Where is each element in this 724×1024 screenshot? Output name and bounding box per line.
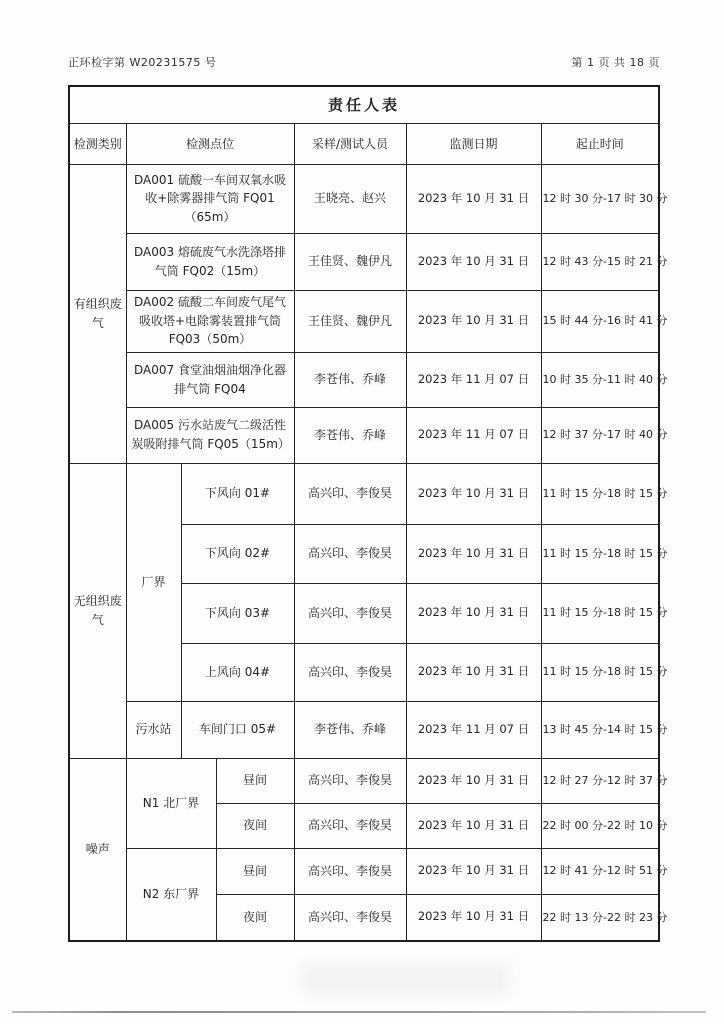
table-title-row: [69, 86, 659, 123]
time-cell: 11 时 15 分-18 时 15 分: [541, 463, 659, 524]
period-cell: 夜间: [216, 803, 294, 848]
point-cell: 上风向 04#: [181, 643, 294, 701]
scan-page-edge: [12, 1011, 706, 1013]
col-header-staff: 采样/测试人员: [294, 123, 406, 164]
staff-cell: 李苍伟、乔峰: [294, 407, 406, 463]
point-cell: DA003 熔硫废气水洗涤塔排气筒 FQ02（15m）: [126, 233, 294, 290]
category-cell: 无组织废气: [69, 463, 126, 758]
category-cell: 有组织废气: [69, 164, 126, 463]
table-row: [69, 758, 659, 803]
group-cell: N1 北厂界: [126, 758, 216, 848]
document-number: 正环检字第 W20231575 号: [68, 56, 217, 69]
page-indicator: 第 1 页 共 18 页: [571, 56, 660, 69]
group-cell: N2 东厂界: [126, 848, 216, 941]
date-cell: 2023 年 10 月 31 日: [406, 524, 541, 583]
time-cell: 12 时 43 分-15 时 21 分: [541, 233, 659, 290]
date-cell: 2023 年 11 月 07 日: [406, 407, 541, 463]
staff-cell: 李苍伟、乔峰: [294, 352, 406, 407]
scan-smudge-artifact: [300, 962, 510, 996]
staff-cell: 高兴印、李俊昊: [294, 583, 406, 643]
date-cell: 2023 年 10 月 31 日: [406, 894, 541, 941]
staff-cell: 高兴印、李俊昊: [294, 803, 406, 848]
staff-cell: 王佳贤、魏伊凡: [294, 290, 406, 352]
time-cell: 15 时 44 分-16 时 41 分: [541, 290, 659, 352]
col-header-category: 检测类别: [69, 123, 126, 164]
date-cell: 2023 年 10 月 31 日: [406, 233, 541, 290]
point-cell: DA002 硫酸二车间废气尾气吸收塔+电除雾装置排气筒 FQ03（50m）: [126, 290, 294, 352]
point-cell: DA001 硫酸一车间双氧水吸收+除雾器排气筒 FQ01（65m）: [126, 164, 294, 233]
date-cell: 2023 年 10 月 31 日: [406, 803, 541, 848]
point-cell: 下风向 03#: [181, 583, 294, 643]
period-cell: 夜间: [216, 894, 294, 941]
col-header-time: 起止时间: [541, 123, 659, 164]
time-cell: 12 时 37 分-17 时 40 分: [541, 407, 659, 463]
table-row: [69, 233, 659, 290]
staff-cell: 高兴印、李俊昊: [294, 758, 406, 803]
table-row: [69, 701, 659, 758]
time-cell: 11 时 15 分-18 时 15 分: [541, 524, 659, 583]
time-cell: 12 时 41 分-12 时 51 分: [541, 848, 659, 894]
time-cell: 13 时 45 分-14 时 15 分: [541, 701, 659, 758]
staff-cell: 高兴印、李俊昊: [294, 848, 406, 894]
staff-cell: 高兴印、李俊昊: [294, 524, 406, 583]
table-row: [69, 407, 659, 463]
responsibility-table: [68, 85, 668, 942]
point-cell: 下风向 02#: [181, 524, 294, 583]
category-cell: 噪声: [69, 758, 126, 941]
staff-cell: 高兴印、李俊昊: [294, 643, 406, 701]
date-cell: 2023 年 10 月 31 日: [406, 848, 541, 894]
staff-cell: 高兴印、李俊昊: [294, 894, 406, 941]
staff-cell: 王佳贤、魏伊凡: [294, 233, 406, 290]
table-row: [69, 290, 659, 352]
time-cell: 11 时 15 分-18 时 15 分: [541, 643, 659, 701]
table-row: [69, 352, 659, 407]
table-title: 责任人表: [69, 86, 659, 123]
date-cell: 2023 年 10 月 31 日: [406, 583, 541, 643]
date-cell: 2023 年 11 月 07 日: [406, 701, 541, 758]
table-row: [69, 164, 659, 233]
table-header-row: [69, 123, 659, 164]
date-cell: 2023 年 11 月 07 日: [406, 352, 541, 407]
date-cell: 2023 年 10 月 31 日: [406, 290, 541, 352]
date-cell: 2023 年 10 月 31 日: [406, 164, 541, 233]
point-cell: 下风向 01#: [181, 463, 294, 524]
table-row: [69, 848, 659, 894]
date-cell: 2023 年 10 月 31 日: [406, 643, 541, 701]
time-cell: 12 时 30 分-17 时 30 分: [541, 164, 659, 233]
point-cell: DA005 污水站废气二级活性炭吸附排气筒 FQ05（15m）: [126, 407, 294, 463]
time-cell: 12 时 27 分-12 时 37 分: [541, 758, 659, 803]
col-header-date: 监测日期: [406, 123, 541, 164]
period-cell: 昼间: [216, 758, 294, 803]
table-row: [69, 463, 659, 524]
group-cell: 污水站: [126, 701, 181, 758]
date-cell: 2023 年 10 月 31 日: [406, 758, 541, 803]
time-cell: 10 时 35 分-11 时 40 分: [541, 352, 659, 407]
group-cell: 厂界: [126, 463, 181, 701]
staff-cell: 李苍伟、乔峰: [294, 701, 406, 758]
point-cell: DA007 食堂油烟油烟净化器排气筒 FQ04: [126, 352, 294, 407]
staff-cell: 王晓亮、赵兴: [294, 164, 406, 233]
time-cell: 22 时 13 分-22 时 23 分: [541, 894, 659, 941]
col-header-point: 检测点位: [126, 123, 294, 164]
date-cell: 2023 年 10 月 31 日: [406, 463, 541, 524]
time-cell: 11 时 15 分-18 时 15 分: [541, 583, 659, 643]
time-cell: 22 时 00 分-22 时 10 分: [541, 803, 659, 848]
staff-cell: 高兴印、李俊昊: [294, 463, 406, 524]
point-cell: 车间门口 05#: [181, 701, 294, 758]
period-cell: 昼间: [216, 848, 294, 894]
